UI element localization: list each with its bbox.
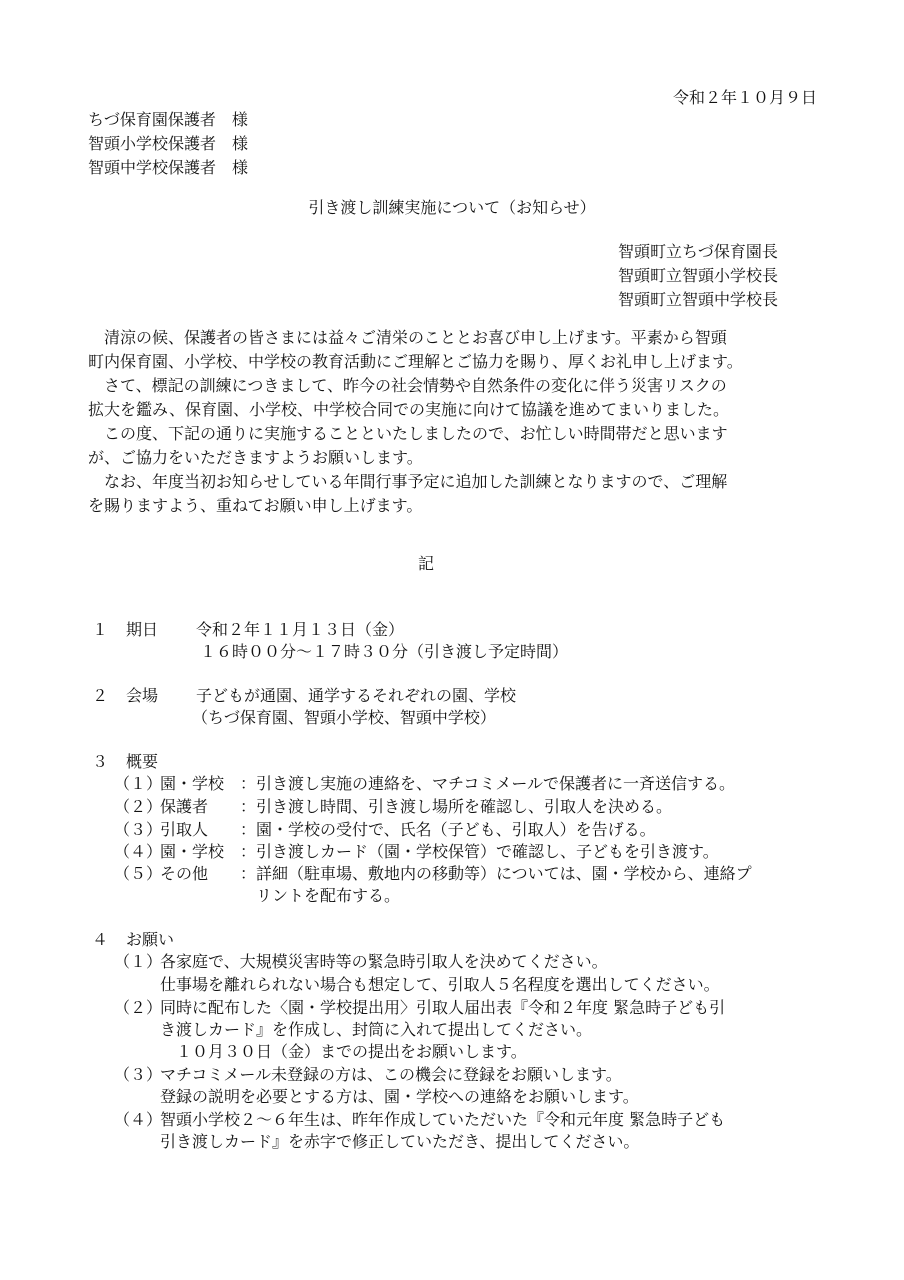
overview-row-continuation: リントを配布する。 xyxy=(256,886,401,905)
overview-row-number: （１） xyxy=(114,774,163,793)
body-line: 清涼の候、保護者の皆さまには益々ご清栄のこととお喜び申し上げます。平素から智頭 xyxy=(88,328,727,347)
overview-row-key: 保護者 xyxy=(160,797,209,816)
overview-row-key: 園・学校 xyxy=(160,774,225,793)
body-line: この度、下記の通りに実施することといたしましたので、お忙しい時間帯だと思います xyxy=(88,424,728,443)
overview-row-text: ：引き渡し実施の連絡を、マチコミメールで保護者に一斉送信する。 xyxy=(240,774,736,793)
sender-junior-high: 智頭町立智頭中学校長 xyxy=(618,290,779,309)
overview-row-key: 園・学校 xyxy=(160,842,225,861)
overview-row-text: ：引き渡しカード（園・学校保管）で確認し、子どもを引き渡す。 xyxy=(240,842,719,861)
addressee-nursery: ちづ保育園保護者 様 xyxy=(88,110,248,129)
section2-venue-list: （ちづ保育園、智頭小学校、智頭中学校） xyxy=(192,708,496,727)
overview-row-text: ：詳細（駐車場、敷地内の移動等）については、園・学校から、連絡プ xyxy=(240,864,752,883)
body-text xyxy=(88,326,830,518)
document-date: 令和２年１０月９日 xyxy=(672,88,817,107)
sender-nursery: 智頭町立ちづ保育園長 xyxy=(618,242,778,261)
body-line: 拡大を鑑み、保育園、小学校、中学校合同での実施に向けて協議を進めてまいりました。 xyxy=(88,400,729,419)
overview-row-number: （２） xyxy=(114,797,163,816)
section1-number: １ xyxy=(92,620,109,639)
request-line: 同時に配布した〈園・学校提出用〉引取人届出表『令和２年度 緊急時子ども引 xyxy=(160,998,726,1017)
overview-row-key: 引取人 xyxy=(160,820,209,839)
overview-row-number: （４） xyxy=(114,842,163,861)
section2-label: 会場 xyxy=(126,686,159,705)
section3-number: ３ xyxy=(92,752,109,771)
addressee-junior-high: 智頭中学校保護者 様 xyxy=(88,158,249,177)
overview-row-number: （３） xyxy=(114,820,163,839)
overview-row-text: ：引き渡し時間、引き渡し場所を確認し、引取人を決める。 xyxy=(240,797,673,816)
request-line: 各家庭で、大規模災害時等の緊急時引取人を決めてください。 xyxy=(160,952,608,971)
body-line: 町内保育園、小学校、中学校の教育活動にご理解とご協力を賜り、厚くお礼申し上げます。 xyxy=(88,352,743,371)
overview-row-text: ：園・学校の受付で、氏名（子ども、引取人）を告げる。 xyxy=(240,820,656,839)
section1-date: 令和２年１１月１３日（金） xyxy=(196,620,405,639)
request-line: マチコミメール未登録の方は、この機会に登録をお願いします。 xyxy=(160,1065,622,1084)
body-line: さて、標記の訓練につきまして、昨今の社会情勢や自然条件の変化に伴う災害リスクの xyxy=(88,376,727,395)
request-number: （４） xyxy=(114,1110,163,1129)
sender-elementary: 智頭町立智頭小学校長 xyxy=(618,266,779,285)
section4-number: ４ xyxy=(92,930,109,949)
body-line: なお、年度当初お知らせしている年間行事予定に追加した訓練となりますので、ご理解 xyxy=(88,472,728,491)
request-line: １０月３０日（金）までの提出をお願いします。 xyxy=(160,1042,527,1061)
request-line: 登録の説明を必要とする方は、園・学校への連絡をお願いします。 xyxy=(160,1087,639,1106)
request-number: （２） xyxy=(114,998,163,1017)
section2-venue: 子どもが通園、通学するそれぞれの園、学校 xyxy=(196,686,517,705)
body-line: が、ご協力をいただきますようお願いします。 xyxy=(88,448,423,467)
body-line: を賜りますよう、重ねてお願い申し上げます。 xyxy=(88,496,423,515)
request-line: 仕事場を離れられない場合も想定して、引取人５名程度を選出してください。 xyxy=(160,975,720,994)
overview-row-number: （５） xyxy=(114,864,163,883)
section4-label: お願い xyxy=(126,930,175,949)
request-line: 智頭小学校２～６年生は、昨年作成していただいた『令和元年度 緊急時子ども xyxy=(160,1110,726,1129)
request-line: 引き渡しカード』を赤字で修正していただき、提出してください。 xyxy=(160,1132,640,1151)
section1-time: １６時００分～１７時３０分（引き渡し予定時間） xyxy=(200,642,569,661)
overview-row-key: その他 xyxy=(160,864,209,883)
addressee-elementary: 智頭小学校保護者 様 xyxy=(88,134,249,153)
section1-label: 期日 xyxy=(126,620,159,639)
section2-number: ２ xyxy=(92,686,109,705)
request-line: き渡しカード』を作成し、封筒に入れて提出してください。 xyxy=(160,1020,593,1039)
request-number: （１） xyxy=(114,952,163,971)
document-title: 引き渡し訓練実施について（お知らせ） xyxy=(308,198,596,217)
ki-heading: 記 xyxy=(417,554,434,573)
section3-label: 概要 xyxy=(126,752,159,771)
request-number: （３） xyxy=(114,1065,163,1084)
